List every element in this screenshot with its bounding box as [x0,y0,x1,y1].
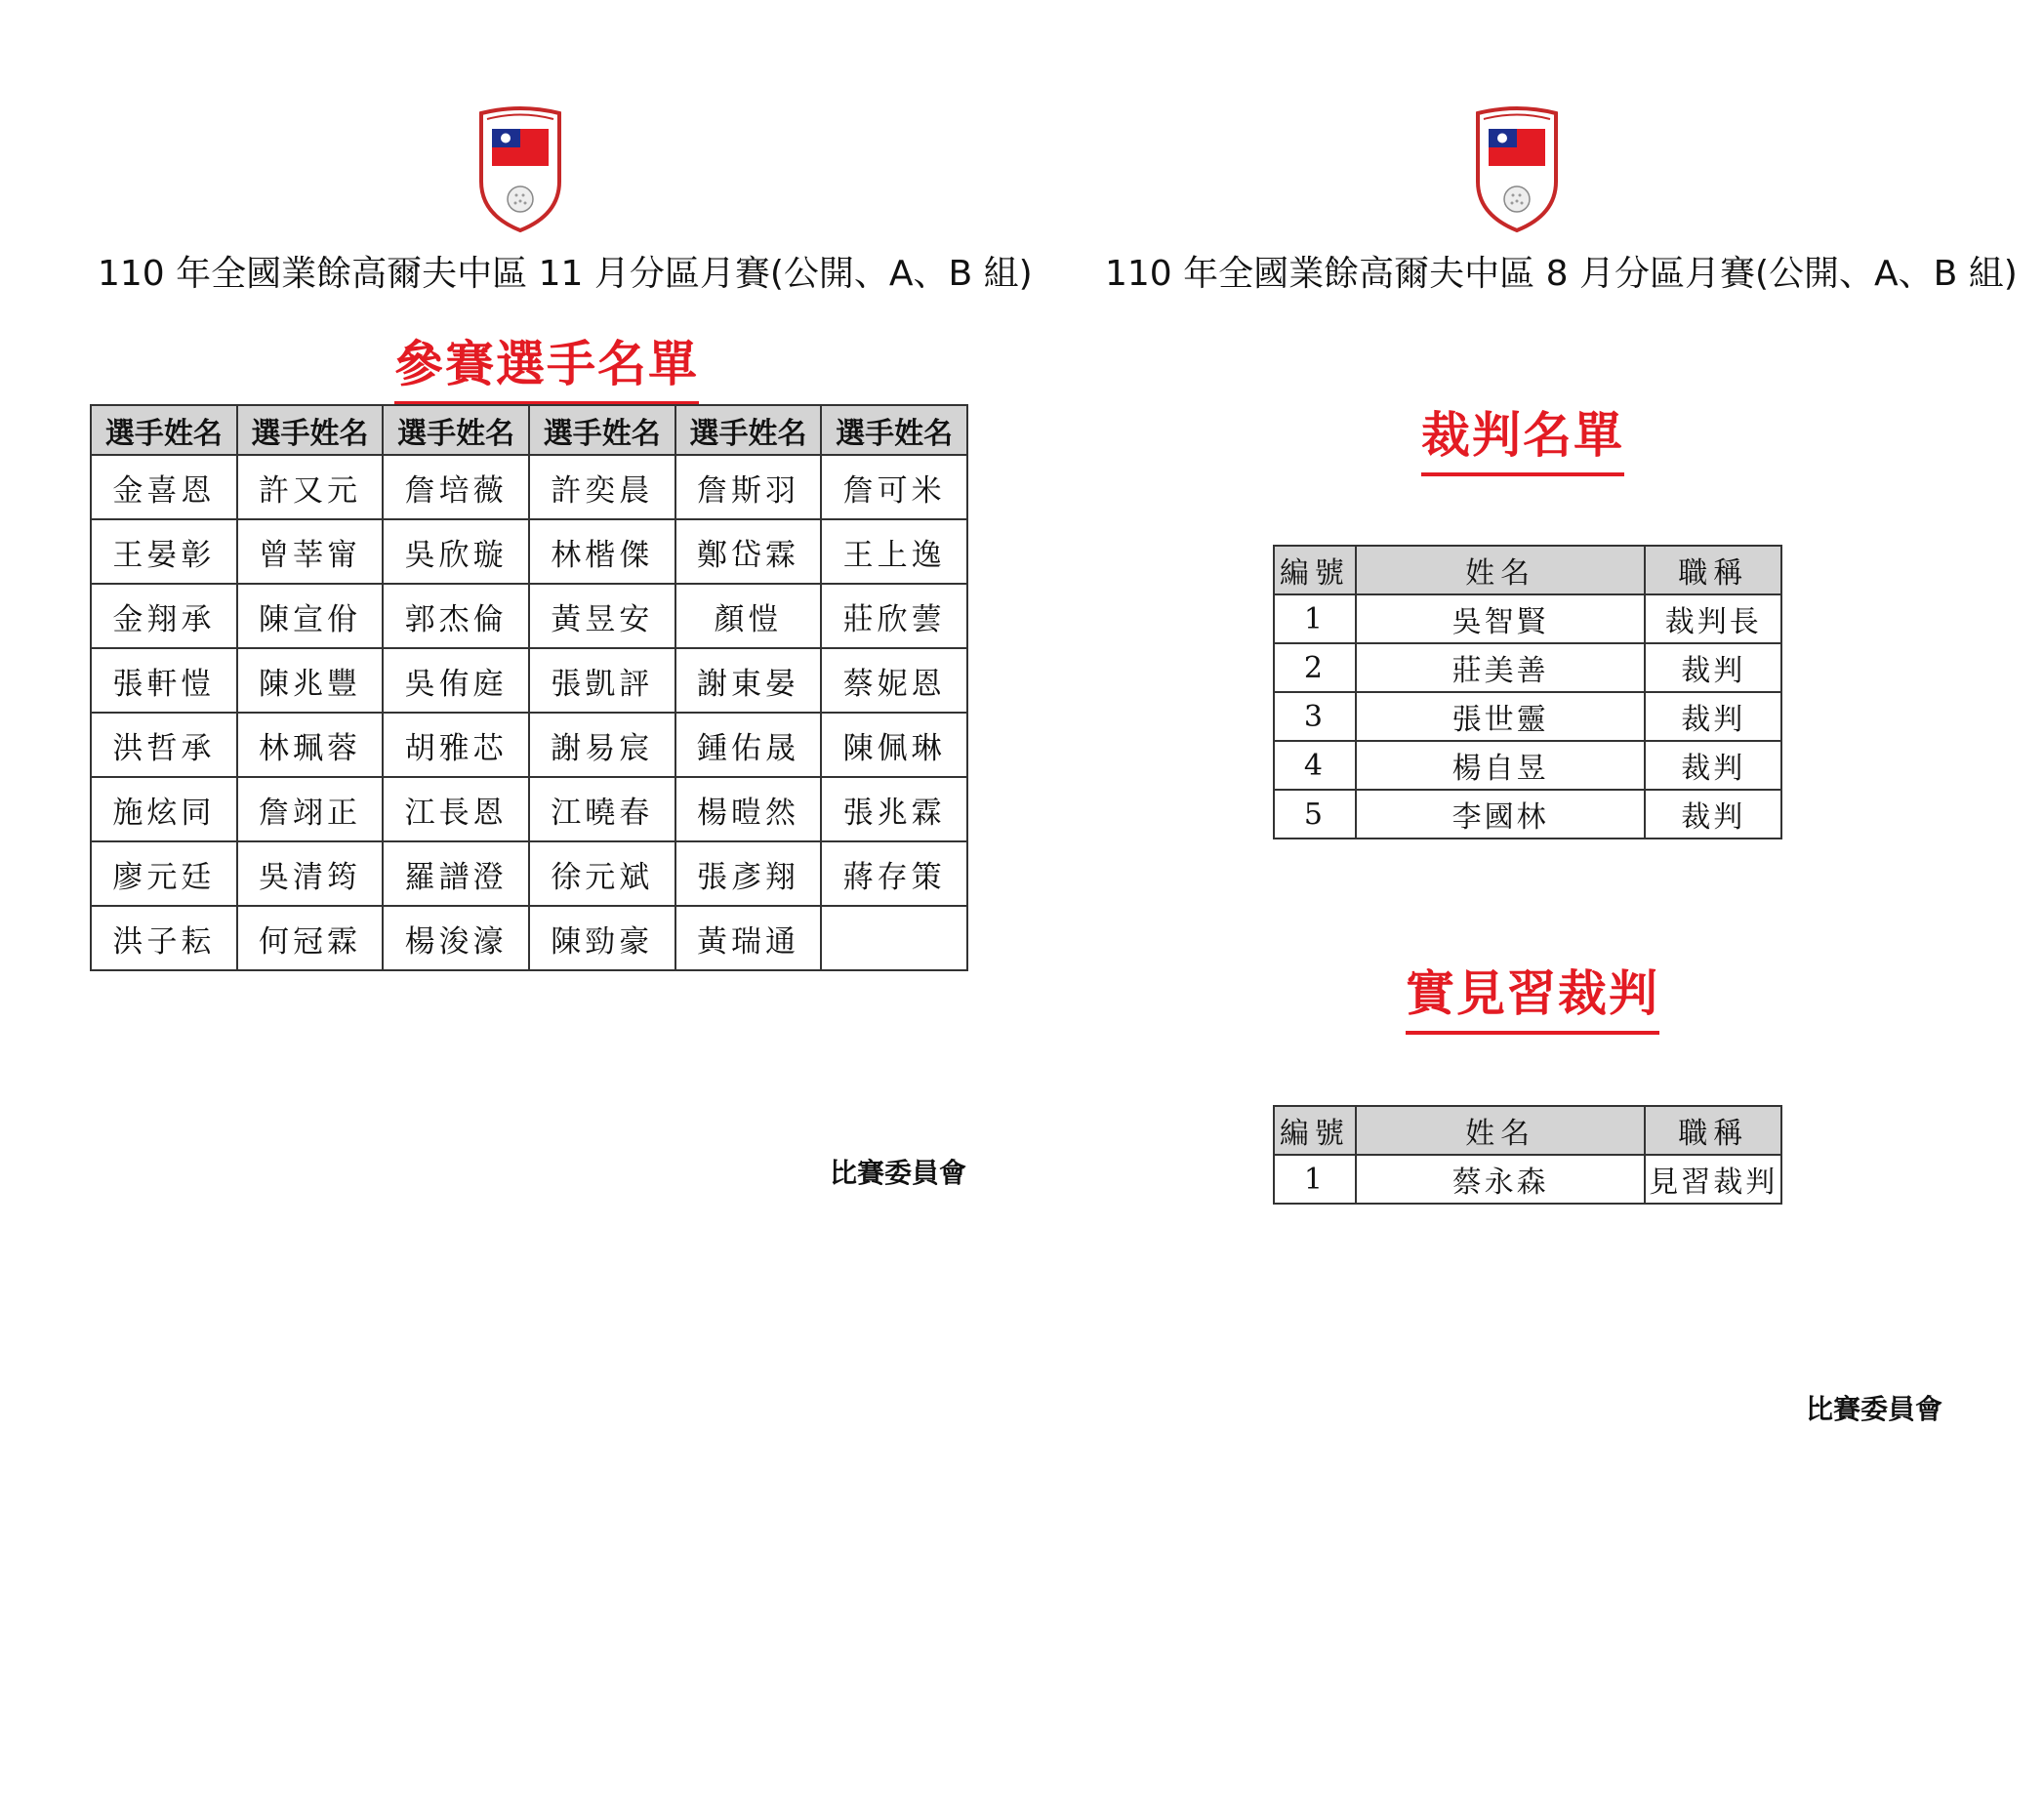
table-cell: 詹斯羽 [675,455,822,519]
table-cell: 金翔承 [91,584,237,648]
table-cell: 王上逸 [821,519,967,584]
table-cell: 裁判 [1645,692,1781,741]
table-cell: 蔣存策 [821,841,967,906]
table-cell: 王晏彰 [91,519,237,584]
page-title-right: 110 年全國業餘高爾夫中區 8 月分區月賽(公開、A、B 組) [1105,254,2018,294]
table-cell: 5 [1274,790,1356,839]
column-header: 選手姓名 [383,405,529,455]
table-cell: 裁判長 [1645,594,1781,643]
column-header: 選手姓名 [237,405,384,455]
table-cell: 胡雅芯 [383,713,529,777]
table-cell: 林珮蓉 [237,713,384,777]
page-title-left: 110 年全國業餘高爾夫中區 11 月分區月賽(公開、A、B 組) [98,254,1033,294]
table-cell: 裁判 [1645,741,1781,790]
table-row [1274,643,1781,692]
table-cell: 廖元廷 [91,841,237,906]
table-cell: 羅譜澄 [383,841,529,906]
table-cell: 陳宣佾 [237,584,384,648]
table-cell: 莊美善 [1356,643,1646,692]
table-row [1274,790,1781,839]
table-cell: 楊暟然 [675,777,822,841]
trainee-heading: 實見習裁判 [1406,955,1659,1035]
table-cell: 2 [1274,643,1356,692]
table-cell: 黃昱安 [529,584,675,648]
column-header: 編號 [1274,546,1356,594]
table-cell: 張世靈 [1356,692,1646,741]
table-cell: 裁判 [1645,790,1781,839]
table-cell: 謝東晏 [675,648,822,713]
table-cell: 1 [1274,1155,1356,1204]
garoc-logo-left [475,105,565,234]
table-cell: 鍾佑晟 [675,713,822,777]
table-cell: 莊欣蕓 [821,584,967,648]
table-cell: 陳勁豪 [529,906,675,970]
table-cell: 裁判 [1645,643,1781,692]
players-table [90,404,968,971]
table-cell [821,906,967,970]
column-header: 職稱 [1645,546,1781,594]
table-cell: 江長恩 [383,777,529,841]
table-row [1274,741,1781,790]
table-cell: 徐元斌 [529,841,675,906]
column-header: 選手姓名 [821,405,967,455]
table-row [1274,692,1781,741]
column-header: 選手姓名 [675,405,822,455]
committee-signature-right: 比賽委員會 [1806,1393,1943,1425]
table-cell: 江曉春 [529,777,675,841]
table-cell: 蔡永森 [1356,1155,1646,1204]
referees-table [1273,545,1782,839]
table-cell: 張凱評 [529,648,675,713]
table-cell: 張彥翔 [675,841,822,906]
table-row [91,841,967,906]
table-cell: 謝易宸 [529,713,675,777]
table-cell: 鄭岱霖 [675,519,822,584]
referees-heading: 裁判名單 [1421,396,1624,476]
trainee-referees-table [1273,1105,1782,1205]
table-cell: 楊自昱 [1356,741,1646,790]
table-cell: 吳侑庭 [383,648,529,713]
table-cell: 1 [1274,594,1356,643]
table-row [91,906,967,970]
table-cell: 張軒愷 [91,648,237,713]
table-row [91,455,967,519]
garoc-shield-icon [475,105,565,234]
table-cell: 黃瑞通 [675,906,822,970]
table-cell: 顏愷 [675,584,822,648]
table-cell: 曾莘甯 [237,519,384,584]
table-row [91,584,967,648]
table-cell: 洪子耘 [91,906,237,970]
table-cell: 詹培薇 [383,455,529,519]
table-cell: 施炫同 [91,777,237,841]
table-cell: 李國林 [1356,790,1646,839]
committee-signature-left: 比賽委員會 [830,1157,967,1189]
column-header: 姓名 [1356,546,1646,594]
table-row [91,713,967,777]
table-cell: 詹可米 [821,455,967,519]
column-header: 姓名 [1356,1106,1646,1155]
table-cell: 陳佩琳 [821,713,967,777]
table-cell: 林楷傑 [529,519,675,584]
table-cell: 吳智賢 [1356,594,1646,643]
table-cell: 見習裁判 [1645,1155,1781,1204]
table-cell: 4 [1274,741,1356,790]
table-cell: 楊浚濠 [383,906,529,970]
garoc-logo-right [1472,105,1562,234]
table-cell: 詹翊正 [237,777,384,841]
table-cell: 許奕晨 [529,455,675,519]
column-header: 職稱 [1645,1106,1781,1155]
table-cell: 陳兆豐 [237,648,384,713]
table-cell: 吳清筠 [237,841,384,906]
table-cell: 張兆霖 [821,777,967,841]
table-row [91,648,967,713]
table-cell: 3 [1274,692,1356,741]
table-cell: 洪哲承 [91,713,237,777]
table-cell: 何冠霖 [237,906,384,970]
column-header: 編號 [1274,1106,1356,1155]
table-row [91,777,967,841]
table-cell: 許又元 [237,455,384,519]
table-row [1274,1155,1781,1204]
column-header: 選手姓名 [91,405,237,455]
table-cell: 郭杰倫 [383,584,529,648]
table-row [91,519,967,584]
table-cell: 金喜恩 [91,455,237,519]
garoc-shield-icon [1472,105,1562,234]
players-heading: 參賽選手名單 [394,325,699,405]
column-header: 選手姓名 [529,405,675,455]
table-cell: 蔡妮恩 [821,648,967,713]
table-cell: 吳欣璇 [383,519,529,584]
table-row [1274,594,1781,643]
